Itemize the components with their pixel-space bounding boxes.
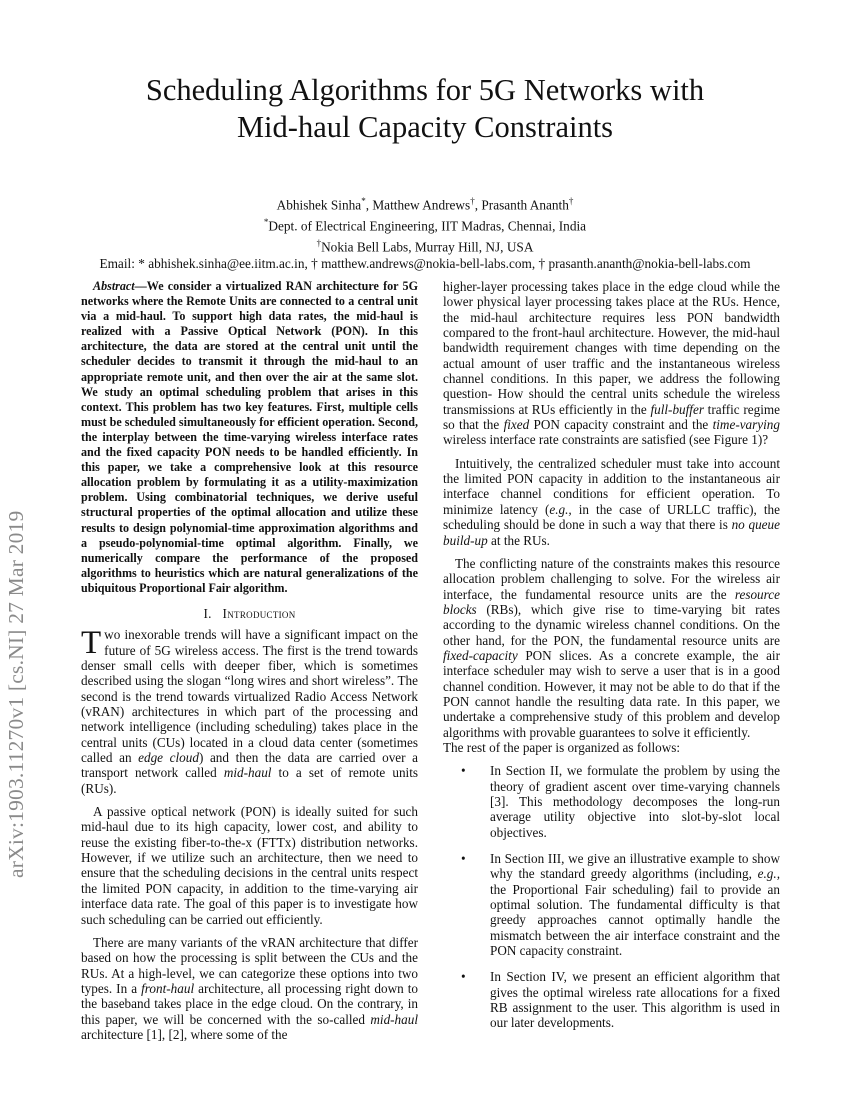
section-number: I. <box>203 605 212 621</box>
text-run: PON slices. As a concrete example, the air interface scheduler may wish to serve a user that is in a good channel condition. However, it may not be able to do that if the PON cannot handle the resulting data rate. In this paper, we undertake a comprehensive study of this problem and develop algorithms with provable guarantees to solve it efficiently. <box>443 647 780 740</box>
right-column <box>443 279 780 1042</box>
author-name: Prasanth Ananth <box>481 197 569 213</box>
affiliation-1 <box>60 214 790 235</box>
text-run: architecture [1], [2], where some of the <box>81 1026 288 1042</box>
text-run: in the case of URLLC traffic), the scheduling should be done in such a way that there is <box>443 501 781 533</box>
emphasized-text: e.g., <box>757 866 780 882</box>
paragraph-text <box>81 627 418 795</box>
paragraph <box>81 627 418 796</box>
emphasized-text: fixed-capacity <box>443 647 518 663</box>
text-run: ) and then the data are carried over a transport network called <box>81 750 418 781</box>
section-heading-introduction <box>81 606 418 621</box>
author-mark: † <box>470 196 475 206</box>
affiliation-mark: † <box>316 237 322 248</box>
bullet-icon: • <box>461 969 466 985</box>
paragraph <box>81 804 418 927</box>
author-block <box>60 193 790 272</box>
list-item <box>443 851 780 958</box>
drop-cap: T <box>81 625 102 662</box>
author-names: Abhishek Sinha*, Matthew Andrews†, Prasanth Ananth† <box>276 196 574 213</box>
affiliation-2 <box>60 235 790 256</box>
author-mark: * <box>361 196 366 206</box>
affiliation-mark: * <box>263 216 269 227</box>
text-run: In Section IV, we present an efficient algorithm that gives the optimal wireless rate allocations for a fixed RB assignment to the user. This algorithm is used in our later developments. <box>490 969 780 1031</box>
arxiv-identifier: arXiv:1903.11270v1 [cs.NI] 27 Mar 2019 <box>4 510 28 878</box>
emphasized-text: edge cloud <box>138 750 199 766</box>
paragraph <box>443 279 780 448</box>
emphasized-text: time-varying <box>712 417 780 433</box>
section-outline-list <box>443 763 780 1031</box>
text-run: A passive optical network (PON) is ideally suited for such mid-haul due to its high capacity, lower cost, and ability to reuse the existing fiber-to-the-x (FTTx) distribution networks. However, if we utilize such an architecture, then we need to ensure that the scheduling decisions in the central units respect the limited PON capacity, in addition to the time-varying air interface data rate. The goal of this paper is to investigate how such scheduling can be carried out efficiently. <box>81 804 418 927</box>
author-name: Matthew Andrews <box>372 197 471 213</box>
title-line-1: Scheduling Algorithms for 5G Networks with <box>145 73 705 107</box>
paragraph <box>81 935 418 1042</box>
text-run: In Section II, we formulate the problem by using the theory of gradient ascent over time-varying channels [3]. This methodology decomposes the long-run average utility objective into slot-by-slot local objectives. <box>490 763 780 840</box>
emphasized-text: e.g., <box>549 501 572 517</box>
affiliation-text: Dept. of Electrical Engineering, IIT Madras, Chennai, India <box>268 218 587 234</box>
affiliation-text: Nokia Bell Labs, Murray Hill, NJ, USA <box>321 239 534 255</box>
abstract <box>81 279 418 596</box>
text-run: at the RUs. <box>487 532 550 548</box>
list-item-text <box>490 969 780 1030</box>
emphasized-text: fixed <box>503 417 530 433</box>
text-run: PON capacity constraint and the <box>529 417 713 433</box>
list-item-text <box>490 851 780 958</box>
text-run: higher-layer processing takes place in the edge cloud while the lower physical layer processing takes place at the RUs. Hence, the mid-haul architecture requires less PON bandwidth compared to the front-haul architecture. However, the mid-haul bandwidth requirement changes with time depending on the actual amount of user traffic and the instantaneous wireless channel conditions. In this paper, we address the following question- How should the central units schedule the wireless transmissions at RUs efficiently in the <box>443 279 780 417</box>
emphasized-text: mid-haul <box>370 1011 418 1027</box>
text-run: The conflicting nature of the constraints makes this resource allocation problem challenging to solve. For the wireless air interface, the fundamental resource units are the <box>443 555 780 602</box>
text-run: Intuitively, the centralized scheduler must take into account the limited PON capacity in addition to the instantaneous air interface channel conditions for efficient operation. To minimize latency ( <box>443 455 780 517</box>
text-run: (RBs), which give rise to time-varying bit rates according to the dynamic wireless channel conditions. On the other hand, for the PON, the fundamental resource units are <box>443 601 780 648</box>
text-run: the Proportional Fair scheduling) fail to provide an optimal solution. The fundamental difficulty is that greedy approaches cannot optimally handle the mismatch between the air interface constraint and the PON capacity constraint. <box>490 881 780 959</box>
text-run: wireless interface rate constraints are satisfied (see Figure 1)? <box>443 432 769 448</box>
emphasized-text: mid-haul <box>223 765 272 781</box>
email-line: Email: * abhishek.sinha@ee.iitm.ac.in, † matthew.andrews@nokia-bell-labs.com, † prasanth.ananth@nokia-bell-labs.com <box>99 255 751 271</box>
text-run: There are many variants of the vRAN architecture that differ based on how the processing is split between the CUs and the RUs. At a high-level, we can categorize these options into two types. In a <box>81 934 418 996</box>
author-mark: † <box>568 196 574 206</box>
list-item-text <box>490 763 780 839</box>
paragraph <box>443 456 780 548</box>
bullet-icon: • <box>461 763 466 779</box>
text-run: architecture, all processing right down to the baseband takes place in the edge cloud. On the contrary, in this paper, we will be concerned with the so-called <box>81 980 418 1027</box>
list-item <box>443 763 780 840</box>
text-run: wo inexorable trends will have a significant impact on the future of 5G wireless access. The first is the trend towards denser small cells with deeper fiber, which is sometimes described using the slogan “long wires and short wireless”. The second is the trend towards virtualized Radio Access Network (vRAN) architectures in which part of the processing and network intelligence (including scheduling) takes place in the central units (CUs) located in a cloud data center (sometimes called an <box>81 627 418 766</box>
left-column <box>81 279 418 1050</box>
text-run: —We consider a virtualized RAN architecture for 5G networks where the Remote Units are connected to a central unit via a mid-haul. To support high data rates, the mid-haul is realized with a Passive Optical Network (PON). In this architecture, the data are stored at the central unit until the scheduler decides to transmit it through the mid-haul to an appropriate remote unit, and then over the air at the same slot. We study an optimal scheduling problem that arises in this context. This problem has two key features. First, multiple cells must be scheduled simultaneously for efficient operation. Second, the interplay between the time-varying wireless interface rates and the fixed capacity PON needs to be handled efficiently. In this paper, we take a comprehensive look at this resource allocation problem by formulating it as a utility-maximization problem. Using combinatorial techniques, we derive useful structural properties of the optimal allocation and utilize these results to design polynomial-time approximation algorithms and a pseudo-polynomial-time optimal algorithm. Finally, we numerically compare the performance of the proposed algorithms to heuristics which are natural generalizations of the ubiquitous Proportional Fair algorithm. <box>81 279 418 595</box>
emphasized-text: resource blocks <box>443 586 780 617</box>
emphasized-text: Abstract <box>93 279 135 293</box>
organization-lead: The rest of the paper is organized as follows: <box>443 739 681 755</box>
title-line-2: Mid-haul Capacity Constraints <box>236 110 614 144</box>
text-run: In Section III, we give an illustrative example to show why the standard greedy algorithms (including, <box>490 851 780 882</box>
paragraph <box>443 556 780 740</box>
section-title: Introduction <box>222 605 296 621</box>
bullet-icon: • <box>461 851 466 867</box>
author-name: Abhishek Sinha <box>276 197 362 213</box>
list-item <box>443 969 780 1030</box>
emphasized-text: full-buffer <box>650 401 704 417</box>
paper-title <box>60 72 790 146</box>
text-run: traffic regime so that the <box>443 401 780 433</box>
emphasized-text: no queue build-up <box>443 517 780 548</box>
emphasized-text: front-haul <box>141 980 195 996</box>
text-run: to a set of remote units (RUs). <box>81 765 418 796</box>
